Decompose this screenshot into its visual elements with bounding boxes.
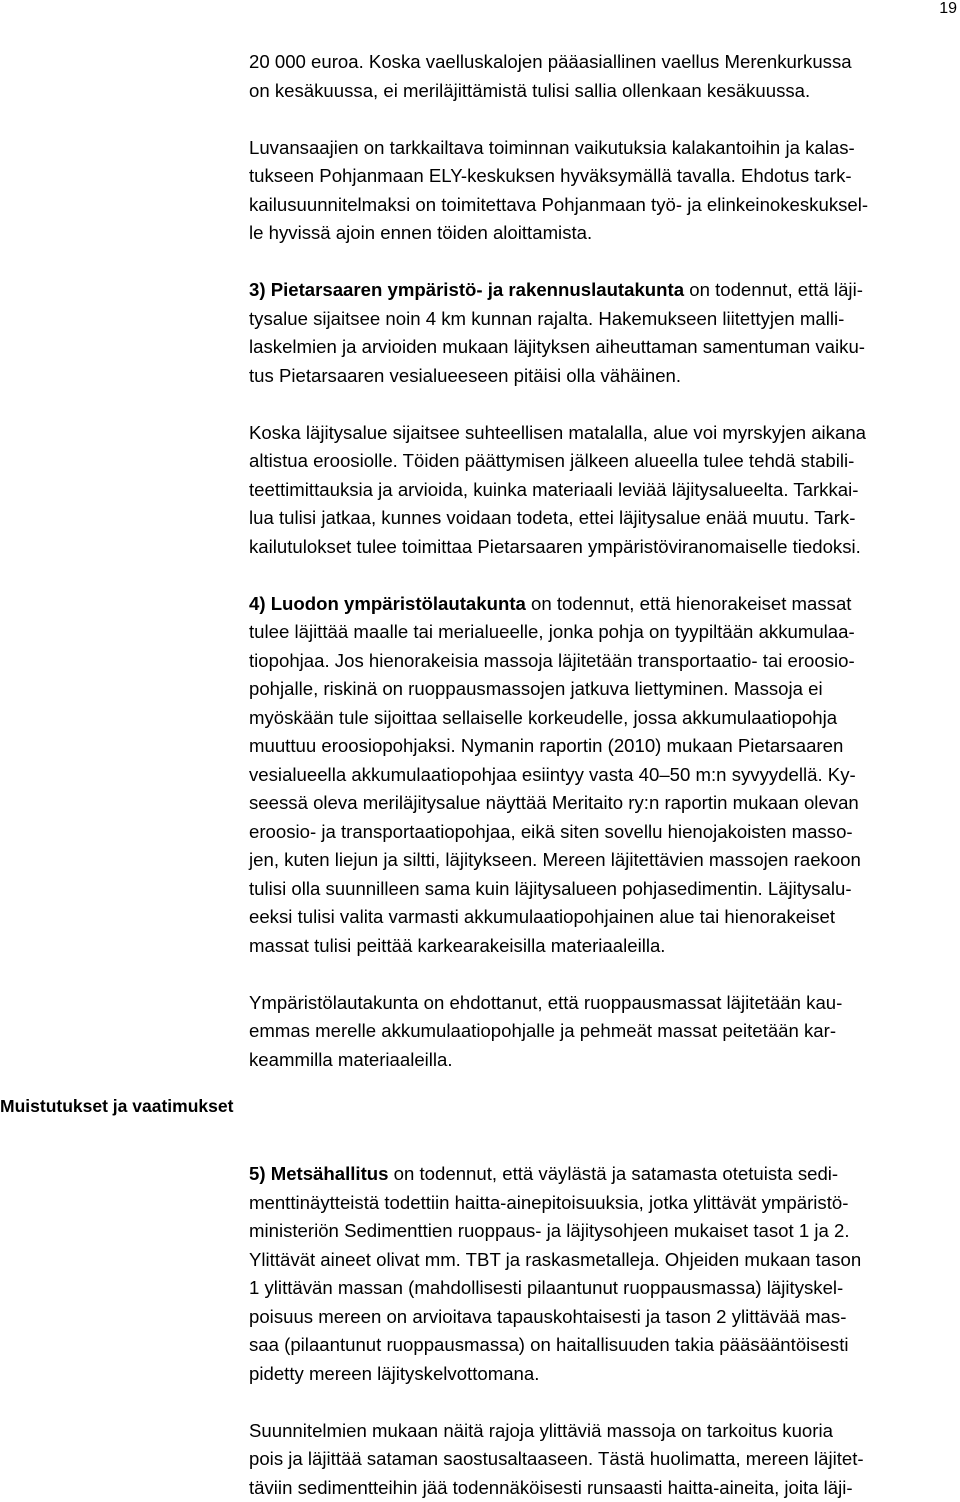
paragraph-line: pohjalle, riskinä on ruoppausmassojen jatkuva liettyminen. Massoja ei [249,675,960,704]
body-text [249,48,960,1502]
paragraph-line: laskelmien ja arvioiden mukaan läjityksen aiheuttaman samentuman vaiku- [249,333,960,362]
paragraph-line: emmas merelle akkumulaatiopohjalle ja pehmeät massat peitetään kar- [249,1017,960,1046]
paragraph-line: Koska läjitysalue sijaitsee suhteellisen matalalla, alue voi myrskyjen aikana [249,419,960,448]
paragraph-line: myöskään tule sijoittaa sellaiselle korkeudelle, jossa akkumulaatiopohja [249,704,960,733]
page-number: 19 [939,0,957,18]
paragraph-line: tiopohjaa. Jos hienorakeisia massoja läjitetään transportaatio- tai eroosio- [249,647,960,676]
bold-lead: 5) Metsähallitus [249,1163,389,1184]
paragraph-line: eeksi tulisi valita varmasti akkumulaatiopohjainen alue tai hienorakeiset [249,903,960,932]
paragraph-line: saa (pilaantunut ruoppausmassa) on haitallisuuden takia pääsääntöisesti [249,1331,960,1360]
paragraph-line: eroosio- ja transportaatiopohjaa, eikä siten sovellu hienojakoisten masso- [249,818,960,847]
paragraph-3 [249,276,960,390]
paragraph-line: seessä oleva meriläjitysalue näyttää Meritaito ry:n raportin mukaan olevan [249,789,960,818]
paragraph-line: lua tulisi jatkaa, kunnes voidaan todeta, ettei läjitysalue enää muutu. Tark- [249,504,960,533]
paragraph-line: jen, kuten liejun ja siltti, läjitykseen. Mereen läjitettävien massojen raekoon [249,846,960,875]
lead-rest: on todennut, että hienorakeiset massat [526,593,852,614]
paragraph-7 [249,1160,960,1388]
paragraph-line: 20 000 euroa. Koska vaelluskalojen pääasiallinen vaellus Merenkurkussa [249,48,960,77]
paragraph-line: Ympäristölautakunta on ehdottanut, että ruoppausmassat läjitetään kau- [249,989,960,1018]
paragraph-line: Ylittävät aineet olivat mm. TBT ja raskasmetalleja. Ohjeiden mukaan tason [249,1246,960,1275]
paragraph-6 [249,989,960,1075]
paragraph-2 [249,134,960,248]
paragraph-line: ministeriön Sedimenttien ruoppaus- ja läjitysohjeen mukaiset tasot 1 ja 2. [249,1217,960,1246]
paragraph-line: vesialueella akkumulaatiopohjaa esiintyy vasta 40–50 m:n syvyydellä. Ky- [249,761,960,790]
paragraph-line: teettimittauksia ja arvioida, kuinka materiaali leviää läjitysalueelta. Tarkkai- [249,476,960,505]
paragraph-line: tulee läjittää maalle tai merialueelle, jonka pohja on tyypiltään akkumulaa- [249,618,960,647]
paragraph-line: keammilla materiaaleilla. [249,1046,960,1075]
paragraph-line: massat tulisi peittää karkearakeisilla materiaaleilla. [249,932,960,961]
paragraph-line: muuttuu eroosiopohjaksi. Nymanin raportin (2010) mukaan Pietarsaaren [249,732,960,761]
paragraph-line: on kesäkuussa, ei meriläjittämistä tulisi sallia ollenkaan kesäkuussa. [249,77,960,106]
paragraph-line: kailutulokset tulee toimittaa Pietarsaaren ympäristöviranomaiselle tiedoksi. [249,533,960,562]
paragraph-line [249,590,960,619]
paragraph-line: Luvansaajien on tarkkailtava toiminnan vaikutuksia kalakantoihin ja kalas- [249,134,960,163]
paragraph-line: tus Pietarsaaren vesialueeseen pitäisi olla vähäinen. [249,362,960,391]
paragraph-line: le hyvissä ajoin ennen töiden aloittamista. [249,219,960,248]
paragraph-1 [249,48,960,105]
paragraph-line: poisuus mereen on arvioitava tapauskohtaisesti ja tason 2 ylittävää mas- [249,1303,960,1332]
paragraph-line: Suunnitelmien mukaan näitä rajoja ylittäviä massoja on tarkoitus kuoria [249,1417,960,1446]
paragraph-4 [249,419,960,562]
paragraph-line: pidetty mereen läjityskelvottomana. [249,1360,960,1389]
paragraph-line: kailusuunnitelmaksi on toimitettava Pohjanmaan työ- ja elinkeinokeskuksel- [249,191,960,220]
paragraph-line: pois ja läjittää sataman saostusaltaaseen. Tästä huolimatta, mereen läjitet- [249,1445,960,1474]
paragraph-line: täviin sedimentteihin jää todennäköisesti runsaasti haitta-aineita, joita läji- [249,1474,960,1502]
bold-lead: 3) Pietarsaaren ympäristö- ja rakennuslautakunta [249,279,684,300]
lead-rest: on todennut, että läji- [684,279,863,300]
paragraph-line [249,276,960,305]
paragraph-line: menttinäytteistä todettiin haitta-ainepitoisuuksia, jotka ylittävät ympäristö- [249,1189,960,1218]
bold-lead: 4) Luodon ympäristölautakunta [249,593,526,614]
paragraph-line: tulisi olla suunnilleen sama kuin läjitysalueen pohjasedimentin. Läjitysalu- [249,875,960,904]
lead-rest: on todennut, että väylästä ja satamasta otetuista sedi- [389,1163,839,1184]
paragraph-8 [249,1417,960,1502]
side-heading: Muistutukset ja vaatimukset [0,1094,233,1118]
paragraph-5 [249,590,960,961]
paragraph-line: 1 ylittävän massan (mahdollisesti pilaantunut ruoppausmassa) läjityskel- [249,1274,960,1303]
paragraph-line: tysalue sijaitsee noin 4 km kunnan rajalta. Hakemukseen liitettyjen malli- [249,305,960,334]
paragraph-line: tukseen Pohjanmaan ELY-keskuksen hyväksymällä tavalla. Ehdotus tark- [249,162,960,191]
paragraph-line: altistua eroosiolle. Töiden päättymisen jälkeen alueella tulee tehdä stabili- [249,447,960,476]
paragraph-line [249,1160,960,1189]
